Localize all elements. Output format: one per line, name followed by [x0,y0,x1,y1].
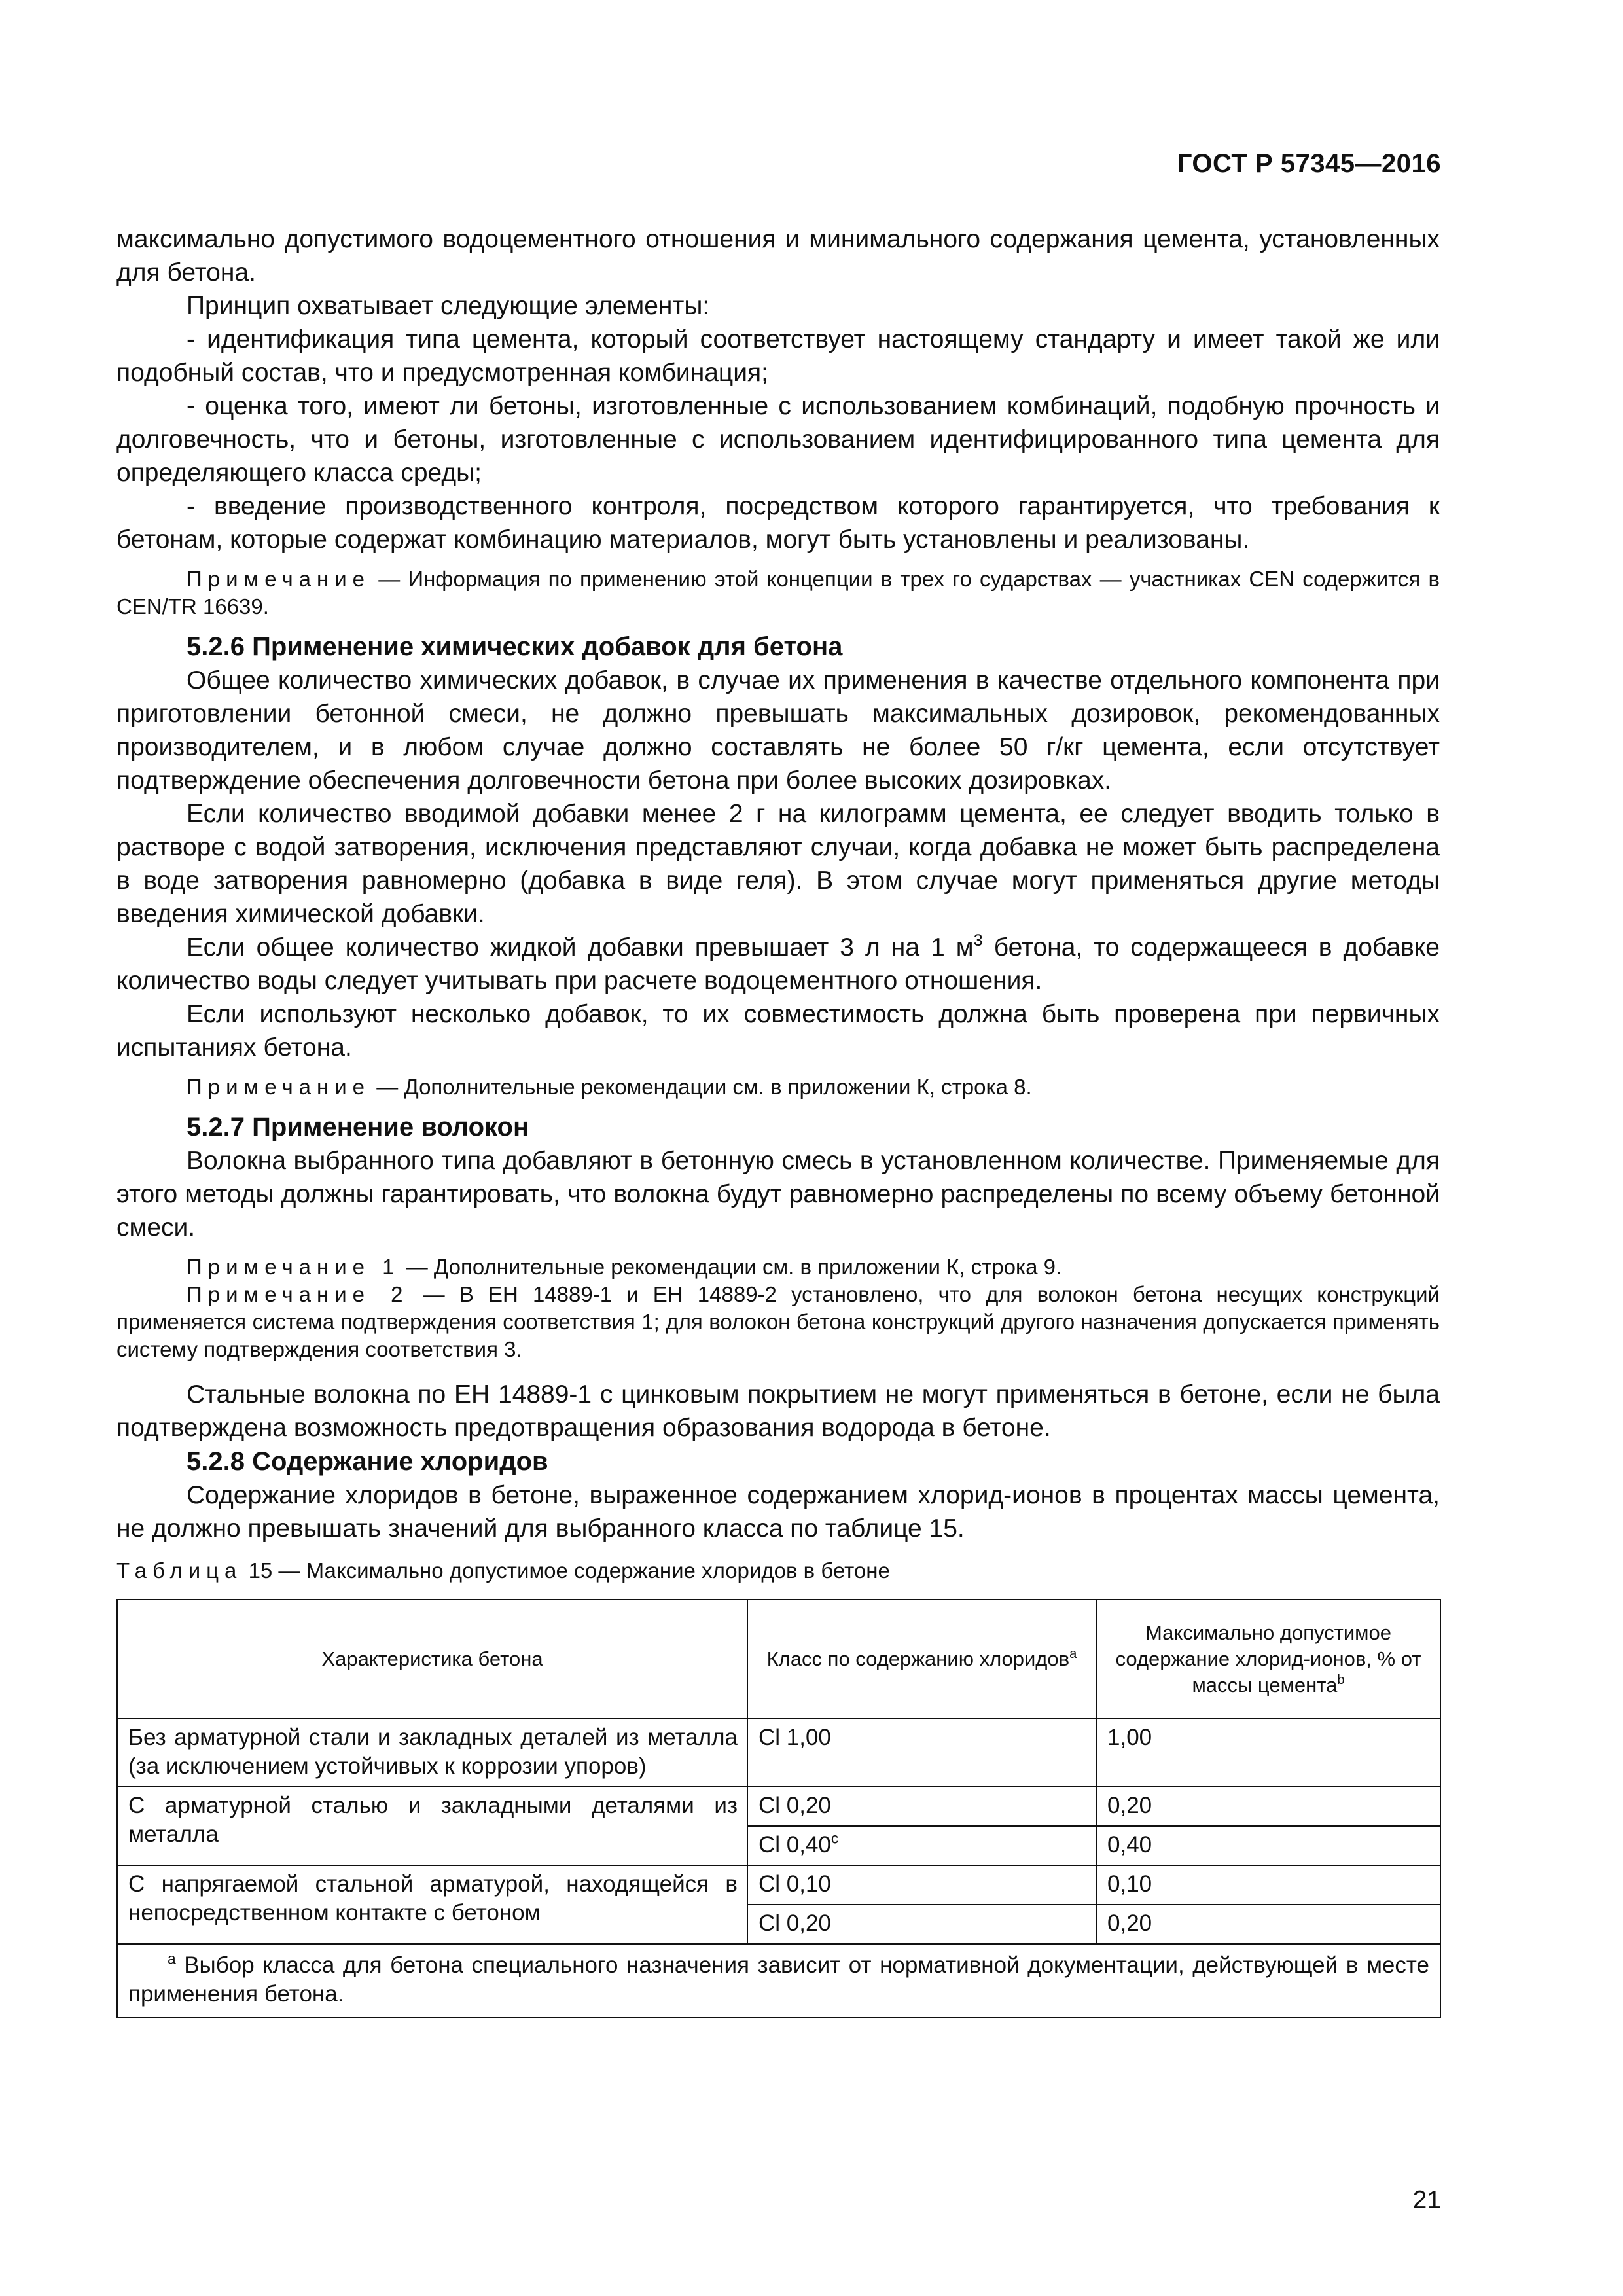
cell-value: 0,20 [1096,1905,1440,1944]
chloride-table [116,1599,1441,2018]
column-header-class [747,1600,1096,1719]
footnote-mark: a [168,1950,176,1967]
cell-class: Cl 0,20 [747,1905,1096,1944]
note-2-conformity [116,1281,1440,1363]
cell-value: 0,20 [1096,1787,1440,1826]
principle-item-2: - оценка того, имеют ли бетоны, изготовленные с использованием комбинаций, подобную прочность и долговечность, что и бетоны, изготовленные с использованием идентифицированного типа цемента для определяющего класса среды; [116,392,1440,487]
table-row [117,1787,1440,1826]
note-text: — Информация по применению этой концепции в трех го сударствах — участниках CEN содержится в CEN/TR 16639. [116,567,1440,619]
table-caption-label: Таблица [116,1558,243,1583]
column-header-concrete: Характеристика бетона [117,1600,747,1719]
footnote-ref: c [830,1829,839,1847]
cell-class: Cl 1,00 [747,1719,1096,1787]
cell-description: С напрягаемой стальной арматурой, находящейся в непосредственном контакте с бетоном [117,1865,747,1944]
paragraph-liquid-admixture [116,931,1440,997]
cell-class: Cl 0,20 [747,1787,1096,1826]
note-appendix-row-8 [116,1073,1440,1101]
note-text: — В ЕН 14889-1 и ЕН 14889-2 установлено, что для волокон бетона несущих конструкций применяется система подтверждения соответствия 1; для волокон бетона конструкций другого назначения допускается применять систему подтверждения соответствия 3. [116,1282,1440,1361]
text-fragment: бетона, то содержащееся в добавке количество воды следует учитывать при расчете водоцементного отношения. [116,933,1440,995]
cell-class: Cl 0,10 [747,1865,1096,1905]
paragraph-fibres: Волокна выбранного типа добавляют в бетонную смесь в установленном количестве. Применяемые для этого методы должны гарантировать, что волокна будут равномерно распределены по всему объему бетонной смеси. [116,1147,1440,1242]
text-fragment: Если общее количество жидкой добавки превышает 3 л на 1 м [187,933,974,961]
note-1-appendix-row-9 [116,1253,1440,1281]
footnote-ref: b [1337,1672,1345,1687]
paragraph-admixture-total: Общее количество химических добавок, в случае их применения в качестве отдельного компонента при приготовлении бетонной смеси, не должно превышать максимальных дозировок, рекомендованных производителем, и в любом случае должно составлять не более 50 г/кг цемента, если отсутствует подтверждение обеспечения долговечности бетона при более высоких дозировках. [116,666,1440,795]
paragraph-chlorides: Содержание хлоридов в бетоне, выраженное содержанием хлорид-ионов в процентах массы цемента, не должно превышать значений для выбранного класса по таблице 15. [116,1481,1440,1543]
cell-value: 0,10 [1096,1865,1440,1905]
header-text: Максимально допустимое содержание хлорид-ионов, % от массы цемента [1115,1621,1421,1696]
table-footnote-row [117,1944,1440,2017]
page-number: 21 [1412,2186,1441,2214]
superscript: 3 [973,931,983,950]
paragraph-continuation: максимально допустимого водоцементного отношения и минимального содержания цемента, установленных для бетона. [116,225,1440,287]
header-text: Класс по содержанию хлоридов [766,1647,1070,1670]
table-header-row [117,1600,1440,1719]
cell-value: 0,40 [1096,1826,1440,1865]
note-text: — Дополнительные рекомендации см. в приложении К, строка 9. [406,1255,1062,1279]
document-code-header: ГОСТ Р 57345—2016 [1177,149,1441,178]
principle-item-1: - идентификация типа цемента, который соответствует настоящему стандарту и имеет такой же или подобный состав, что и предусмотренная комбинация; [116,325,1440,387]
principle-item-3: - введение производственного контроля, посредством которого гарантируется, что требования к бетонам, которые содержат комбинацию материалов, могут быть установлены и реализованы. [116,492,1440,554]
paragraph-admixture-compatibility: Если используют несколько добавок, то их совместимость должна быть проверена при первичных испытаниях бетона. [116,1000,1440,1062]
table-caption [116,1557,1440,1585]
note-cen [116,565,1440,620]
principle-lead: Принцип охватывает следующие элементы: [187,292,710,320]
table-row [117,1719,1440,1787]
table-row [117,1865,1440,1905]
section-heading-5-2-7: 5.2.7 Применение волокон [187,1113,529,1141]
cell-class [747,1826,1096,1865]
section-heading-5-2-6: 5.2.6 Применение химических добавок для бетона [187,632,843,661]
note-label: Примечание 2 [187,1282,409,1306]
column-header-max-chloride [1096,1600,1440,1719]
note-label: Примечание [187,567,371,591]
cell-value: 1,00 [1096,1719,1440,1787]
cell-description: С арматурной сталью и закладными деталями из металла [117,1787,747,1865]
paragraph-admixture-small-dose: Если количество вводимой добавки менее 2 г на килограмм цемента, ее следует вводить только в растворе с водой затворения, исключения представляют случаи, когда добавка не может быть распределена в воде затворения равномерно (добавка в виде геля). В этом случае могут применяться другие методы введения химической добавки. [116,800,1440,928]
page-body [116,223,1440,2018]
note-label: Примечание [187,1075,371,1099]
footnote-text: Выбор класса для бетона специального назначения зависит от нормативной документации, действующей в месте применения бетона. [128,1952,1429,2007]
class-text: Cl 0,40 [758,1832,831,1857]
note-label: Примечание 1 [187,1255,401,1279]
paragraph-steel-fibres: Стальные волокна по ЕН 14889-1 с цинковым покрытием не могут применяться в бетоне, если не была подтверждена возможность предотвращения образования водорода в бетоне. [116,1380,1440,1442]
cell-description: Без арматурной стали и закладных деталей из металла (за исключением устойчивых к коррозии упоров) [117,1719,747,1787]
table-footnote [117,1944,1440,2017]
table-caption-text: 15 — Максимально допустимое содержание хлоридов в бетоне [248,1558,890,1583]
note-text: — Дополнительные рекомендации см. в приложении К, строка 8. [376,1075,1032,1099]
footnote-ref: а [1069,1646,1077,1661]
section-heading-5-2-8: 5.2.8 Содержание хлоридов [187,1447,548,1476]
